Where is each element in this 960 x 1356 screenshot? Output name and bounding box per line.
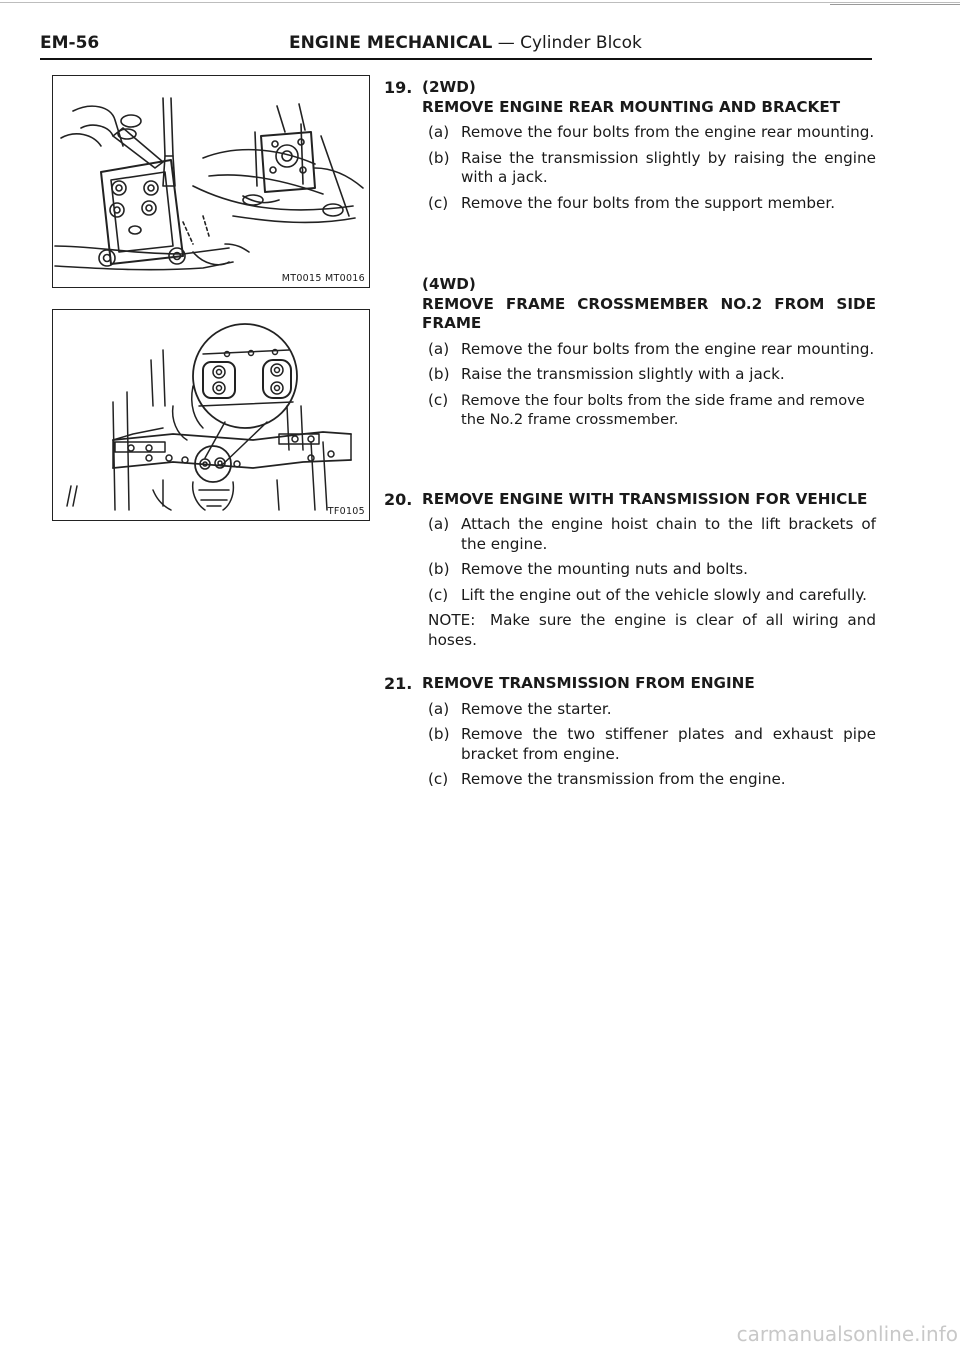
substep-label: (b) [428,560,450,578]
step-title: REMOVE ENGINE REAR MOUNTING AND BRACKET [422,97,841,116]
engine-rear-mounting-illustration [53,76,370,288]
scan-top-line [0,2,960,3]
figure-code: MT0015 MT0016 [281,273,365,284]
section-title [289,33,642,53]
substep [428,586,876,606]
substep-text: Remove the four bolts from the support member. [461,193,836,212]
substep-text: Raise the transmission slightly by raising the engine with a jack. [461,148,876,186]
substep-label: (a) [428,339,450,358]
substep-label: (c) [428,585,449,604]
step-21 [384,674,876,790]
page-number: EM-56 [40,33,100,53]
substep-label: (c) [428,770,449,788]
substep-label: (a) [428,699,450,718]
section-name: ENGINE MECHANICAL [289,33,493,53]
substep [428,123,876,143]
substep [428,391,876,430]
substep-text: Lift the engine out of the vehicle slowly and carefully. [461,585,868,604]
substep [428,149,876,188]
substep-text: Remove the four bolts from the engine rear mounting. [461,123,875,141]
note [428,611,876,650]
substep-text: Remove the mounting nuts and bolts. [461,560,749,578]
substep-text: Attach the engine hoist chain to the lift brackets of the engine. [461,515,876,553]
substep-text: Remove the four bolts from the side frame and remove the No.2 frame crossmember. [461,391,865,428]
substep [428,700,876,720]
substep-label: (a) [428,123,450,141]
step-title: REMOVE TRANSMISSION FROM ENGINE [422,674,755,692]
substep-label: (b) [428,365,450,383]
figure-frame-crossmember [52,309,370,521]
watermark: carmanualsonline.info [736,1322,958,1346]
subsection-name: Cylinder Blcok [520,33,642,53]
substep-label: (c) [428,390,449,409]
step-number: 21. [384,674,413,693]
scan-top-line-right [830,4,960,5]
substep-label: (c) [428,193,449,212]
substep [428,194,876,214]
step-qualifier: (2WD) [422,78,476,96]
substep-text: Remove the two stiffener plates and exhaust pipe bracket from engine. [461,725,876,763]
section-separator: — [497,33,515,53]
figure-engine-rear-mounting [52,75,370,288]
note-text: Make sure the engine is clear of all wiring and hoses. [428,611,876,649]
step-19-4wd [384,275,876,430]
step-19 [384,78,876,213]
substep-label: (a) [428,515,450,533]
figure-code: TF0105 [327,506,365,517]
substep-text: Remove the transmission from the engine. [461,770,786,788]
substep-text: Remove the starter. [461,699,612,718]
step-title: REMOVE ENGINE WITH TRANSMISSION FOR VEHICLE [422,489,868,508]
substep [428,340,876,360]
step-title: REMOVE FRAME CROSSMEMBER NO.2 FROM SIDE FRAME [422,294,876,332]
substep [428,560,876,580]
substep [428,725,876,764]
step-qualifier: (4WD) [422,275,476,293]
note-label: NOTE: [428,611,476,629]
frame-crossmember-illustration [53,310,370,521]
substep-label: (b) [428,148,450,167]
substep-label: (b) [428,725,450,743]
page-header [40,30,872,60]
substep-text: Raise the transmission slightly with a jack. [461,365,785,383]
step-number: 20. [384,489,413,509]
substep [428,515,876,554]
substep [428,770,876,790]
substep [428,365,876,385]
step-number: 19. [384,78,413,97]
step-20 [384,490,876,651]
substep-text: Remove the four bolts from the engine rear mounting. [461,339,875,358]
instruction-content [384,78,876,790]
